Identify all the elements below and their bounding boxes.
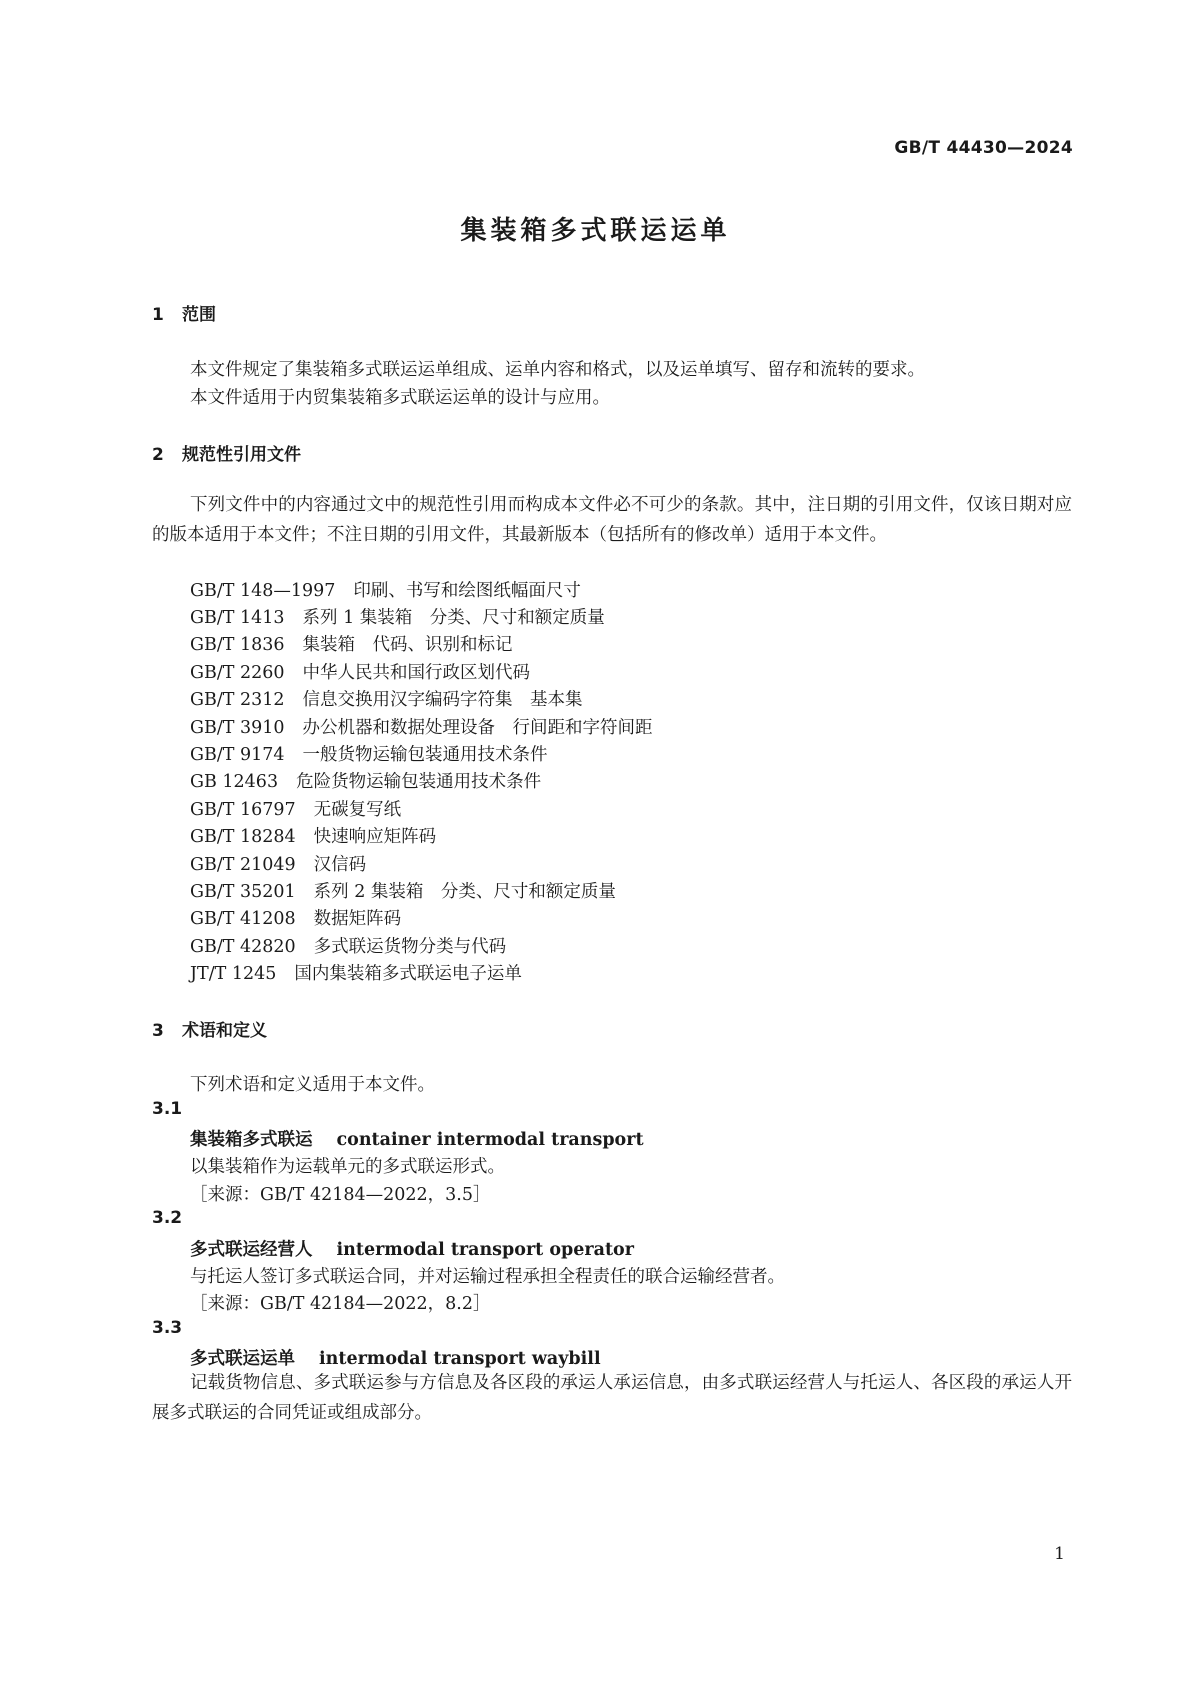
term-zh: 集装箱多式联运: [190, 1130, 313, 1150]
term-zh: 多式联运经营人: [190, 1240, 313, 1260]
reference-code: GB/T 21049: [190, 855, 296, 875]
section-title: 术语和定义: [182, 1021, 267, 1041]
reference-title: 中华人民共和国行政区划代码: [302, 663, 531, 683]
normative-refs-intro: 下列文件中的内容通过文中的规范性引用而构成本文件必不可少的条款。其中，注日期的引用文件，仅该日期对应的版本适用于本文件；不注日期的引用文件，其最新版本（包括所有的修改单）适用于本文件。: [152, 495, 1072, 545]
reference-title: 系列 2 集装箱 分类、尺寸和额定质量: [313, 882, 616, 902]
reference-item: [190, 960, 522, 985]
section-number: 1: [152, 305, 164, 325]
section-2-heading: [152, 440, 301, 465]
section-3-heading: [152, 1016, 267, 1041]
reference-code: JT/T 1245: [190, 964, 277, 984]
reference-title: 印刷、书写和绘图纸幅面尺寸: [353, 581, 581, 601]
reference-title: 国内集装箱多式联运电子运单: [294, 964, 522, 984]
reference-code: GB/T 148—1997: [190, 581, 336, 601]
term-definition: 记载货物信息、多式联运参与方信息及各区段的承运人承运信息，由多式联运经营人与托运人、各区段的承运人开展多式联运的合同凭证或组成部分。: [152, 1373, 1072, 1423]
reference-title: 信息交换用汉字编码字符集 基本集: [302, 690, 583, 710]
term-heading: [190, 1126, 644, 1151]
section-number: 3: [152, 1021, 164, 1041]
reference-title: 系列 1 集装箱 分类、尺寸和额定质量: [302, 608, 605, 628]
reference-code: GB/T 35201: [190, 882, 296, 902]
terms-intro: 下列术语和定义适用于本文件。: [190, 1075, 435, 1095]
reference-item: [190, 741, 548, 766]
term-source: ［来源：GB/T 42184—2022，3.5］: [190, 1185, 491, 1205]
section-title: 规范性引用文件: [182, 445, 301, 465]
term-definition: 与托运人签订多式联运合同，并对运输过程承担全程责任的联合运输经营者。: [190, 1267, 785, 1287]
reference-item: [190, 768, 541, 793]
reference-item: [190, 823, 436, 848]
term-zh: 多式联运运单: [190, 1349, 295, 1369]
term-heading: [190, 1345, 601, 1370]
reference-code: GB/T 41208: [190, 909, 296, 929]
reference-title: 危险货物运输包装通用技术条件: [296, 772, 542, 792]
reference-code: GB/T 3910: [190, 718, 285, 738]
reference-code: GB/T 9174: [190, 745, 285, 765]
reference-item: [190, 933, 506, 958]
document-title: 集装箱多式联运运单: [460, 216, 731, 246]
reference-title: 办公机器和数据处理设备 行间距和字符间距: [302, 718, 653, 738]
reference-title: 汉信码: [313, 855, 367, 875]
reference-code: GB 12463: [190, 772, 279, 792]
reference-code: GB/T 42820: [190, 937, 296, 957]
scope-paragraph-1: 本文件规定了集装箱多式联运运单组成、运单内容和格式，以及运单填写、留存和流转的要求。: [190, 360, 925, 380]
scope-paragraph-2: 本文件适用于内贸集装箱多式联运运单的设计与应用。: [190, 388, 610, 408]
standard-code: GB/T 44430—2024: [894, 138, 1073, 158]
reference-code: GB/T 16797: [190, 800, 296, 820]
page-number: 1: [1054, 1544, 1065, 1564]
reference-item: [190, 878, 616, 903]
reference-title: 快速响应矩阵码: [313, 827, 437, 847]
reference-item: [190, 659, 530, 684]
reference-title: 数据矩阵码: [313, 909, 402, 929]
term-en: container intermodal transport: [336, 1130, 644, 1150]
term-definition: 以集装箱作为运载单元的多式联运形式。: [190, 1157, 505, 1177]
reference-title: 多式联运货物分类与代码: [313, 937, 507, 957]
reference-item: [190, 905, 401, 930]
term-en: intermodal transport waybill: [319, 1349, 601, 1369]
reference-item: [190, 796, 401, 821]
reference-item: [190, 631, 513, 656]
section-number: 2: [152, 445, 164, 465]
section-1-heading: [152, 300, 216, 325]
term-number: 3.2: [152, 1208, 183, 1228]
reference-code: GB/T 1836: [190, 635, 285, 655]
reference-item: [190, 604, 605, 629]
reference-code: GB/T 2260: [190, 663, 285, 683]
reference-code: GB/T 2312: [190, 690, 285, 710]
reference-title: 无碳复写纸: [313, 800, 402, 820]
reference-title: 一般货物运输包装通用技术条件: [302, 745, 548, 765]
term-en: intermodal transport operator: [336, 1240, 634, 1260]
section-title: 范围: [182, 305, 216, 325]
reference-item: [190, 714, 653, 739]
term-source: ［来源：GB/T 42184—2022，8.2］: [190, 1294, 491, 1314]
reference-code: GB/T 1413: [190, 608, 285, 628]
reference-item: [190, 851, 366, 876]
term-heading: [190, 1236, 634, 1261]
term-number: 3.1: [152, 1099, 183, 1119]
term-number: 3.3: [152, 1318, 183, 1338]
reference-item: [190, 577, 581, 602]
reference-title: 集装箱 代码、识别和标记: [302, 635, 513, 655]
reference-item: [190, 686, 583, 711]
reference-code: GB/T 18284: [190, 827, 296, 847]
